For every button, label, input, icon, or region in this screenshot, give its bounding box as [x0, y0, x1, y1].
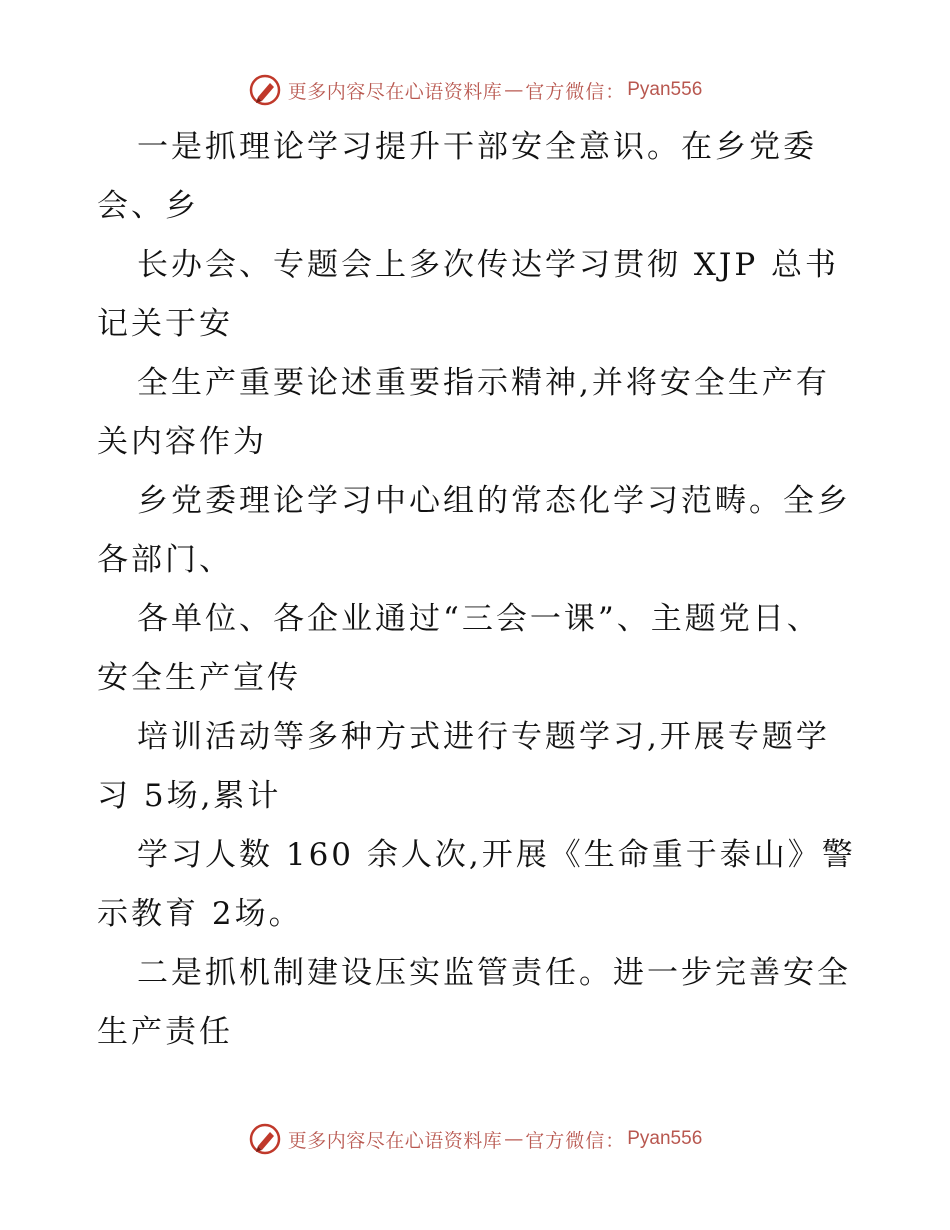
- banner-brand-text: 更多内容尽在心语资料库: [287, 1129, 503, 1152]
- text-line: 全生产重要论述重要指示精神,并将安全生产有: [137, 365, 830, 401]
- footer-banner: [0, 1119, 950, 1159]
- pen-logo-icon: [248, 73, 282, 107]
- text-line: 习 5场,累计: [97, 778, 282, 814]
- text-line: 长办会、专题会上多次传达学习贯彻 XJP 总书: [137, 247, 840, 283]
- text-line: 记关于安: [97, 306, 233, 342]
- text-line: 学习人数 160 余人次,开展《生命重于泰山》警: [137, 837, 856, 873]
- banner-wechat-id: Pyan556: [627, 79, 703, 100]
- pen-logo-icon: [248, 1122, 282, 1156]
- text-line: 各单位、各企业通过“三会一课”、主题党日、: [137, 601, 821, 637]
- text-line: 安全生产宣传: [97, 660, 301, 696]
- text-line: 生产责任: [97, 1014, 233, 1050]
- text-line: 二是抓机制建设压实监管责任。进一步完善安全: [137, 955, 851, 991]
- text-line: 乡党委理论学习中心组的常态化学习范畴。全乡: [137, 483, 851, 519]
- banner-dash: —: [504, 79, 524, 101]
- banner-dash: —: [504, 1128, 524, 1150]
- text-line: 关内容作为: [97, 424, 267, 460]
- banner-wechat-label: 官方微信：: [525, 1129, 626, 1152]
- text-line: 会、乡: [97, 188, 199, 224]
- text-line: 各部门、: [97, 542, 233, 578]
- document-body: [97, 118, 857, 1062]
- banner-wechat-id: Pyan556: [627, 1128, 703, 1149]
- text-line: 示教育 2场。: [97, 896, 303, 932]
- header-banner: [0, 70, 950, 110]
- banner-wechat-label: 官方微信：: [525, 80, 626, 103]
- banner-brand-text: 更多内容尽在心语资料库: [287, 80, 503, 103]
- text-line: 一是抓理论学习提升干部安全意识。在乡党委: [137, 129, 817, 165]
- text-line: 培训活动等多种方式进行专题学习,开展专题学: [137, 719, 830, 755]
